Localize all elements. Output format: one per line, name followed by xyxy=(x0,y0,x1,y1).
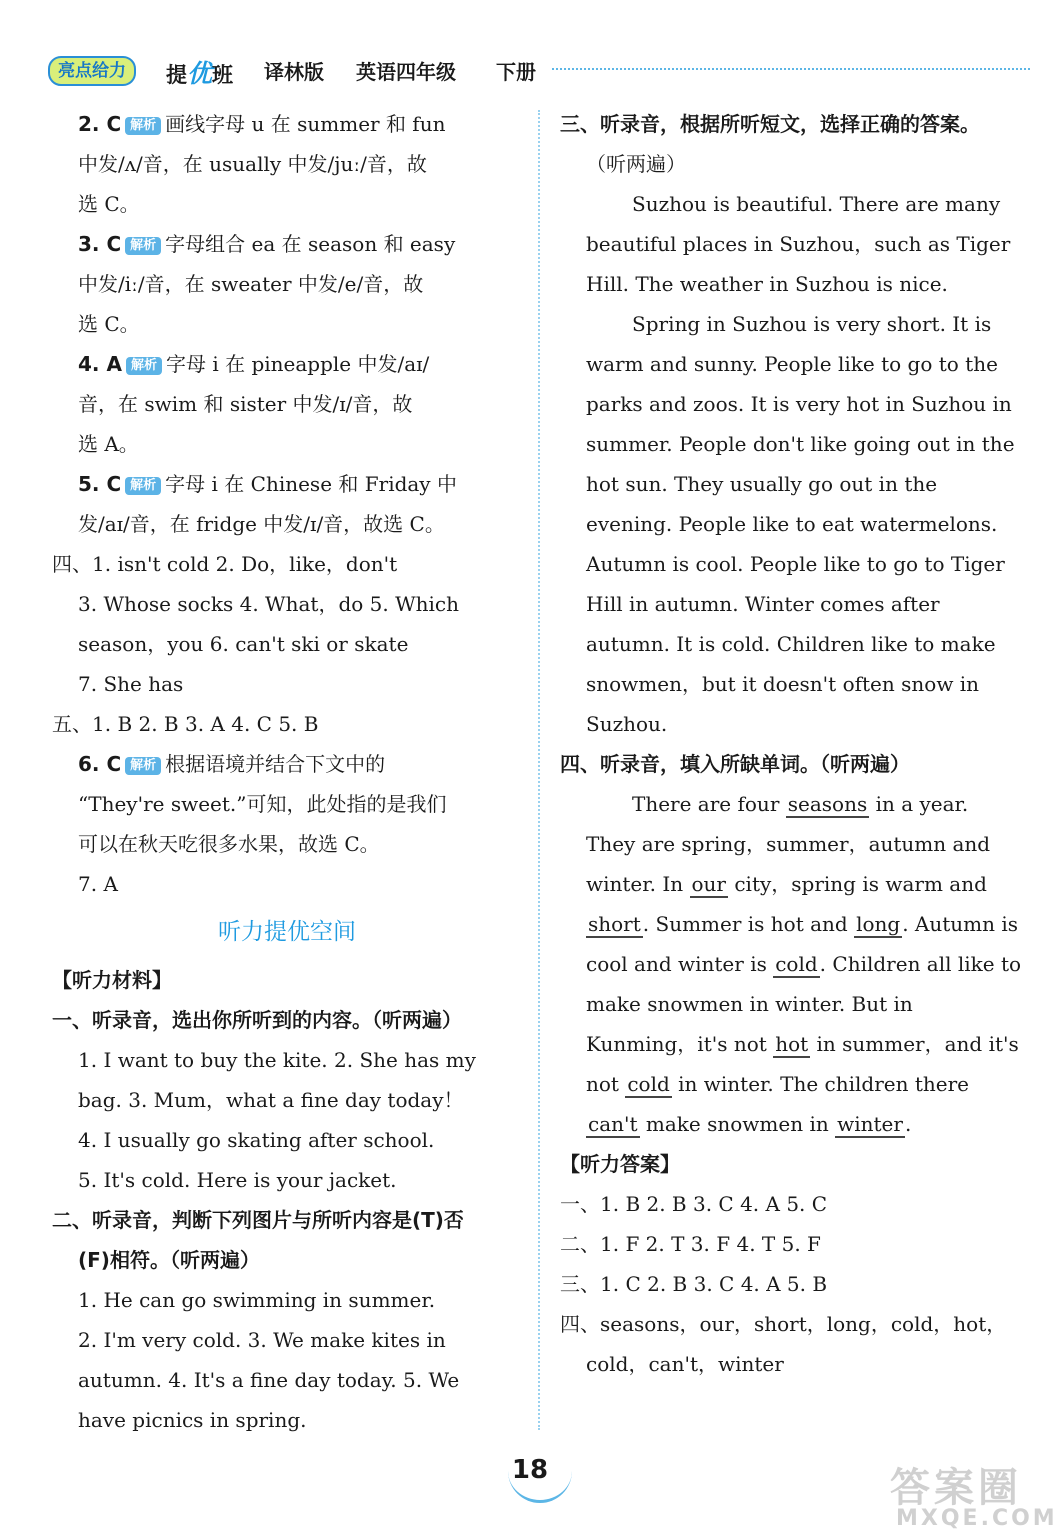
analysis-tag: 解析 xyxy=(125,237,161,255)
listening3-title: 三、听录音，根据所听短文，选择正确的答案。 xyxy=(560,112,980,136)
analysis-tag: 解析 xyxy=(126,357,162,375)
passage-line: summer. People don't like going out in the xyxy=(586,432,1015,456)
column-divider xyxy=(538,110,540,1430)
watermark-top: 答案圈 xyxy=(890,1465,1022,1511)
answer-line: 音，在 swim 和 sister 中发/ɪ/音，故 xyxy=(78,392,413,416)
passage-line: warm and sunny. People like to go to the xyxy=(586,352,998,376)
script-line: 1. He can go swimming in summer. xyxy=(78,1288,436,1312)
fill-blank: long xyxy=(856,912,901,936)
edition-label: 译林版 xyxy=(264,60,324,84)
fill-blank: winter xyxy=(837,1112,903,1136)
answer-item: 3. C 解析 字母组合 ea 在 season 和 easy xyxy=(78,232,456,256)
fill-line: not cold in winter. The children there xyxy=(586,1072,969,1096)
header-rule xyxy=(552,68,1030,70)
fill-blank: cold xyxy=(627,1072,670,1096)
script-line: 5. It's cold. Here is your jacket. xyxy=(78,1168,397,1192)
fill-line: can't make snowmen in winter . xyxy=(588,1112,912,1136)
page-number: 18 xyxy=(511,1455,549,1485)
fill-line: short . Summer is hot and long . Autumn is xyxy=(588,912,1019,936)
fill-blank: hot xyxy=(775,1032,809,1056)
answer-row: 一、1. B 2. B 3. C 4. A 5. C xyxy=(560,1192,828,1216)
listening2-title: 二、听录音，判断下列图片与所听内容是(T)否 xyxy=(52,1208,464,1232)
answer-item: 5. C 解析 字母 i 在 Chinese 和 Friday 中 xyxy=(78,472,457,496)
script-line: autumn. 4. It's a fine day today. 5. We xyxy=(78,1368,460,1392)
passage-line: Suzhou is beautiful. There are many xyxy=(632,192,1001,216)
answer-item: 4. A 解析 字母 i 在 pineapple 中发/aɪ/ xyxy=(78,352,430,376)
answer-line: 3. Whose socks 4. What，do 5. Which xyxy=(78,592,460,616)
brand-badge: 亮点给力 xyxy=(48,56,136,86)
answer-row: 四、seasons，our，short，long，cold，hot， xyxy=(560,1312,1007,1336)
passage-line: Spring in Suzhou is very short. It is xyxy=(632,312,992,336)
passage-line: parks and zoos. It is very hot in Suzhou in xyxy=(586,392,1012,416)
answer-line: 发/aɪ/音，在 fridge 中发/ɪ/音，故选 C。 xyxy=(78,512,445,536)
answer-line: 中发/ʌ/音，在 usually 中发/juː/音，故 xyxy=(78,152,427,176)
fill-blank: short xyxy=(588,912,641,936)
fill-line: make snowmen in winter. But in xyxy=(586,992,913,1016)
answers-title: 【听力答案】 xyxy=(560,1152,680,1176)
watermark-bottom: MXQE.COM xyxy=(896,1506,1058,1531)
passage-line: autumn. It is cold. Children like to make xyxy=(586,632,996,656)
passage-line: hot sun. They usually go out in the xyxy=(586,472,938,496)
fill-blank: can't xyxy=(588,1112,638,1136)
answer-line: “They're sweet.”可知，此处指的是我们 xyxy=(78,792,447,816)
answer-item: 2. C 解析 画线字母 u 在 summer 和 fun xyxy=(78,112,446,136)
material-title: 【听力材料】 xyxy=(52,968,172,992)
analysis-tag: 解析 xyxy=(125,757,161,775)
section-title: 听力提优空间 xyxy=(218,919,356,945)
answer-line: 选 C。 xyxy=(78,192,140,216)
passage-line: Suzhou. xyxy=(586,712,668,736)
fill-line: Kunming，it's not hot in summer，and it's xyxy=(586,1032,1019,1056)
script-line: bag. 3. Mum，what a fine day today！ xyxy=(78,1088,464,1112)
fill-line: winter. In our city，spring is warm and xyxy=(586,872,987,896)
section4-answers: 四、1. isn't cold 2. Do，like，don't xyxy=(52,552,398,576)
listening2-title-cont: (F)相符。（听两遍） xyxy=(78,1248,260,1272)
answer-row: cold，can't，winter xyxy=(586,1352,784,1376)
passage-line: Hill in autumn. Winter comes after xyxy=(586,592,940,616)
brand-name: 提优班 xyxy=(166,59,234,88)
answer-line: 可以在秋天吃很多水果，故选 C。 xyxy=(78,832,380,856)
right-column xyxy=(560,104,1030,1384)
fill-blank: seasons xyxy=(787,792,868,816)
listening1-title: 一、听录音，选出你所听到的内容。（听两遍） xyxy=(52,1008,462,1032)
analysis-tag: 解析 xyxy=(125,477,161,495)
answer-line: 7. She has xyxy=(78,672,184,696)
page-header xyxy=(44,52,1030,86)
volume-label: 下册 xyxy=(496,60,536,84)
fill-line: cool and winter is cold . Children all like to xyxy=(586,952,1022,976)
watermark xyxy=(890,1456,1058,1531)
passage-line: Hill. The weather in Suzhou is nice. xyxy=(586,272,948,296)
answer-line: season，you 6. can't ski or skate xyxy=(78,632,409,656)
answer-line: 中发/iː/音，在 sweater 中发/e/音，故 xyxy=(78,272,424,296)
answer-line: 7. A xyxy=(78,872,118,896)
script-line: 1. I want to buy the kite. 2. She has my xyxy=(78,1048,476,1072)
fill-line: There are four seasons in a year. xyxy=(632,792,969,816)
passage-line: Autumn is cool. People like to go to Tiger xyxy=(586,552,1005,576)
script-line: have picnics in spring. xyxy=(78,1408,307,1432)
passage-line: beautiful places in Suzhou，such as Tiger xyxy=(586,232,1011,256)
listening4-title: 四、听录音，填入所缺单词。（听两遍） xyxy=(560,752,910,776)
fill-line: They are spring，summer，autumn and xyxy=(586,832,991,856)
passage-line: evening. People like to eat watermelons. xyxy=(586,512,998,536)
answer-row: 二、1. F 2. T 3. F 4. T 5. F xyxy=(560,1232,821,1256)
script-line: 2. I'm very cold. 3. We make kites in xyxy=(78,1328,446,1352)
script-line: 4. I usually go skating after school. xyxy=(78,1128,435,1152)
answer-line: 选 C。 xyxy=(78,312,140,336)
answer-line: 选 A。 xyxy=(78,432,139,456)
analysis-tag: 解析 xyxy=(125,117,161,135)
fill-blank: cold xyxy=(775,952,818,976)
subject-label: 英语四年级 xyxy=(356,60,456,84)
answer-item: 6. C 解析 根据语境并结合下文中的 xyxy=(78,752,386,776)
listening3-note: （听两遍） xyxy=(586,152,686,176)
answer-row: 三、1. C 2. B 3. C 4. A 5. B xyxy=(560,1272,828,1296)
fill-blank: our xyxy=(691,872,726,896)
left-column xyxy=(52,104,522,1440)
passage-line: snowmen，but it doesn't often snow in xyxy=(586,672,980,696)
section5-answers: 五、1. B 2. B 3. A 4. C 5. B xyxy=(52,712,319,736)
